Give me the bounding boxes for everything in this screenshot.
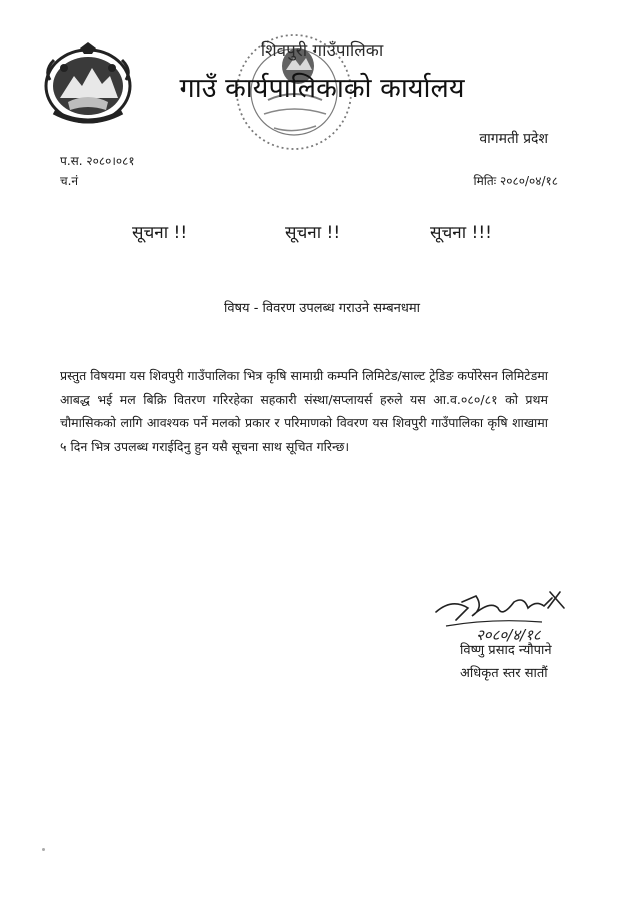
- signer-title: अधिकृत स्तर सातौं: [460, 666, 548, 681]
- notice-heading: सूचना !!: [285, 223, 341, 243]
- signature-date: २०८०/४/१८: [476, 626, 541, 644]
- dispatch-number: च.नं: [60, 174, 79, 188]
- notice-body: प्रस्तुत विषयमा यस शिवपुरी गाउँपालिका भित्र कृषि सामाग्री कम्पनि लिमिटेड/साल्ट ट्रेडिङ कर्पोरेसन लिमिटेडमा आबद्ध भई मल बिक्रि वितरण गरिरहेका सहकारी संस्था/सप्लायर्स हरुले यस आ.व.०८०/८१ को प्रथम चौमासिकको लागि आवश्यक पर्ने मलको प्रकार र परिमाणको विवरण यस शिवपुरी गाउँपालिका कृषि शाखामा ५ दिन भित्र उपलब्ध गराईदिनु हुन यसै सूचना साथ सूचित गरिन्छ।: [60, 368, 548, 454]
- province-name: वागमती प्रदेश: [479, 131, 548, 147]
- notice-heading: सूचना !!: [132, 223, 188, 243]
- handwritten-signature: [432, 578, 584, 648]
- issue-date: मितिः २०८०/०४/१८: [473, 174, 558, 188]
- scan-speck: [42, 848, 45, 851]
- notice-heading: सूचना !!!: [430, 223, 492, 243]
- office-name: गाउँ कार्यपालिकाको कार्यालय: [179, 73, 465, 104]
- fiscal-year-reference: प.स. २०८०।०८१: [60, 154, 135, 168]
- subject-line: विषय - विवरण उपलब्ध गराउने सम्बनधमा: [223, 301, 421, 316]
- signer-name: विष्णु प्रसाद न्यौपाने: [460, 643, 552, 658]
- municipality-name: शिवपुरी गाउँपालिका: [260, 41, 384, 61]
